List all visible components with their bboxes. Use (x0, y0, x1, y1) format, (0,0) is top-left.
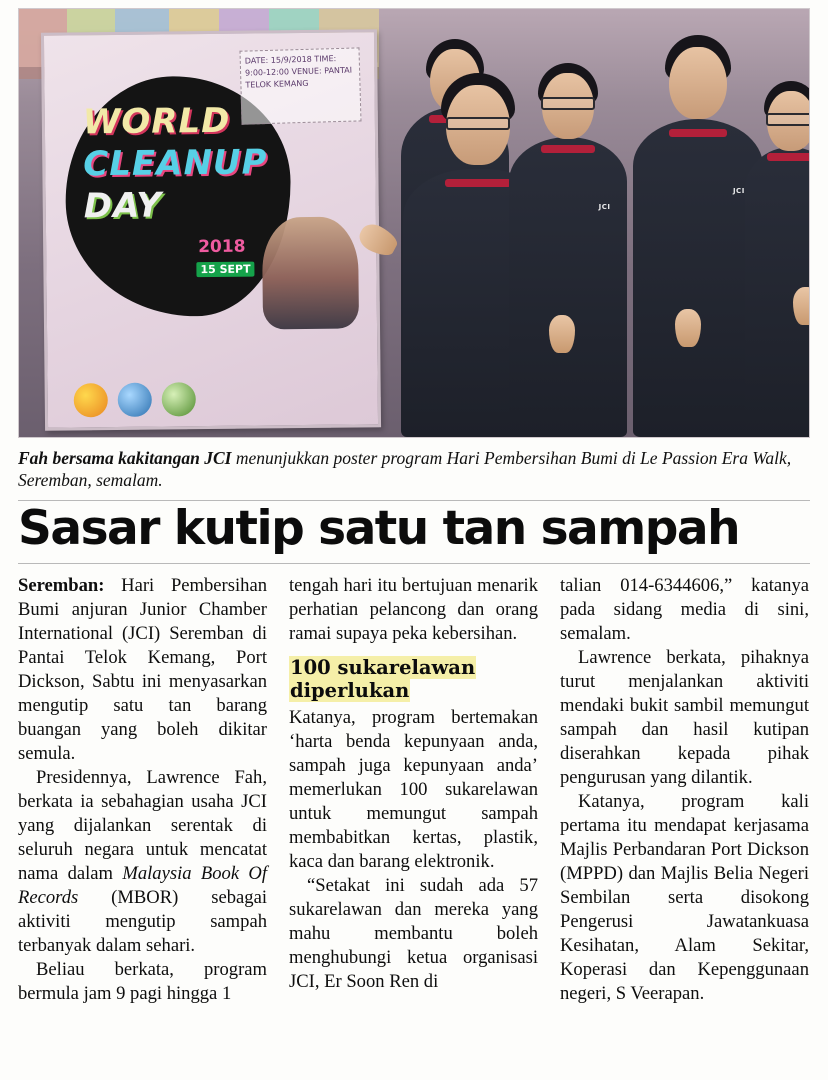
mppd-logo-icon (74, 383, 108, 417)
paragraph: talian 014-6344606,” katanya pada sidang media di sini, semalam. (560, 575, 809, 645)
paragraph-text: Hari Pembersihan Bumi anjuran Junior Chamber International (JCI) Seremban di Pantai Telok Kemang, Port Dickson, Sabtu ini menyasarkan mengutip satu tan barang buangan yang boleh dikitar semula. (18, 575, 267, 765)
book-title: Malaysia Book Of Records (18, 863, 268, 908)
event-poster (41, 29, 381, 430)
page-title: Sasar kutip satu tan sampah (18, 500, 740, 556)
glasses-icon (446, 117, 510, 130)
caption-lead: Fah bersama kakitangan JCI (18, 448, 232, 468)
paragraph: Lawrence berkata, pihaknya turut menjalankan aktiviti mendaki bukit sambil memungut sampah dan hasil kutipan diserahkan kepada pihak pengurusan yang dilantik. (560, 647, 809, 789)
paragraph (18, 766, 267, 958)
collar (541, 145, 595, 153)
paragraph: Beliau berkata, program bermula jam 9 pagi hingga 1 (18, 958, 267, 1004)
dateline: Seremban: (18, 575, 105, 597)
poster-logo-row (74, 382, 196, 417)
section-subhead (289, 656, 538, 702)
photo-caption (18, 447, 810, 492)
collar (445, 179, 511, 187)
poster-line-1: WORLD (82, 100, 231, 143)
thumbs-up-icon (793, 287, 810, 325)
thumbs-up-icon (549, 315, 575, 353)
paragraph: tengah hari itu bertujuan menarik perhatian pelancong dan orang ramai supaya peka kebersihan. (289, 575, 538, 645)
thumbs-up-icon (675, 309, 701, 347)
article-body (18, 574, 810, 1006)
paragraph (18, 574, 267, 766)
poster-year: 2018 (198, 236, 246, 258)
news-photo (18, 8, 810, 438)
article-column-1 (18, 574, 267, 1006)
paragraph: Katanya, program bertemakan ‘harta benda kepunyaan anda, sampah juga kepunyaan anda’ memerlukan 100 sukarelawan untuk memungut sampah membabitkan kertas, plastik, kaca dan barang elektronik. (289, 707, 538, 873)
person-middle (509, 137, 627, 437)
jci-brand-text: JCI (732, 187, 745, 195)
rule-below-headline (18, 563, 810, 564)
caption-rest: menunjukkan poster program Hari Pembersihan Bumi di Le Passion Era Walk, Seremban, semalam. (18, 448, 792, 491)
person-far-right (745, 147, 810, 437)
collar (767, 153, 810, 161)
jci-brand-text: JCI (598, 203, 611, 211)
poster-portrait (262, 216, 359, 329)
head (669, 47, 727, 119)
article-column-2 (289, 574, 538, 994)
paragraph-text: (MBOR) sebagai aktiviti mengutip sampah terbanyak dalam sehari. (18, 886, 267, 956)
article-column-3 (560, 574, 809, 1006)
paragraph-text: Presidennya, Lawrence Fah, berkata ia sebahagian usaha JCI yang dijalankan serentak di seluruh negara untuk mencatat nama dalam (18, 767, 267, 884)
jci-logo-icon (118, 383, 152, 417)
paragraph: Katanya, program kali pertama itu mendapat kerjasama Majlis Perbandaran Port Dickson (MPPD) dan Majlis Belia Negeri Sembilan serta disokong Pengerusi Jawatankuasa Kesihatan, Alam Sekitar, Koperasi dan Kepenggunaan negeri, S Veerapan. (560, 791, 809, 1004)
poster-line-3: DAY (83, 185, 163, 227)
subhead-text: 100 sukarelawan diperlukan (290, 656, 476, 703)
glasses-icon (766, 113, 810, 126)
sponsor-logo-icon (162, 382, 196, 416)
paragraph: “Setakat ini sudah ada 57 sukarelawan dan mereka yang mahu membantu boleh menghubungi ketua organisasi JCI, Er Soon Ren di (289, 875, 538, 992)
glasses-icon (541, 97, 595, 110)
poster-date-badge: 15 SEPT (196, 262, 254, 278)
collar (669, 129, 727, 137)
poster-line-2: CLEANUP (83, 142, 268, 185)
poster-detail-note: DATE: 15/9/2018 TIME: 9:00-12:00 VENUE: PANTAI TELOK KEMANG (239, 47, 361, 124)
person-right (633, 119, 763, 437)
